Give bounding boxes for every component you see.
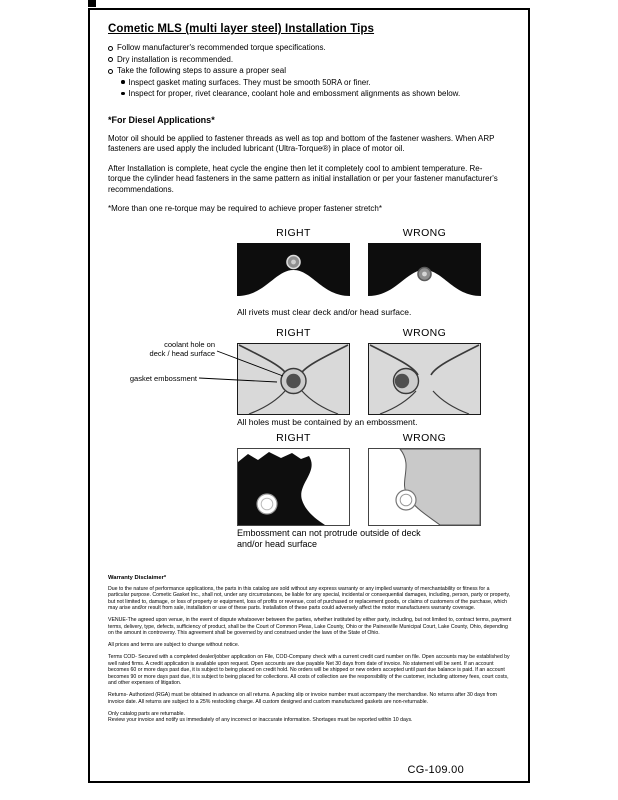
page-code: CG-109.00 <box>407 764 464 776</box>
diagram-images <box>237 243 481 305</box>
retorque-note: *More than one re-torque may be required to achieve proper fastener stretch* <box>108 204 382 213</box>
caption-line: Embossment can not protrude outside of deck <box>237 527 421 538</box>
page-content <box>90 10 528 724</box>
open-bullet-icon <box>108 46 113 51</box>
list-item <box>108 42 510 54</box>
wrong-label: WRONG <box>402 226 447 239</box>
warranty-paragraph: Due to the nature of performance applications, the parts in this catalog are sold without any express warranty or any implied warranty of merchantability or fitness for a particular purpose. Cometic Gasket Inc., shall not, under any circumstances, be liable for any special, incidental or consequential damages, including, person, party or property, but not limited to, damage, or loss of property or equipment, loss of profits or revenue, cost of purchased or replacement goods, or claims of customers of the purchase, which may arise and/or result from sale, installation or use of these parts. Installation of these parts could adversely affect the motor manufacturers warranty coverage. <box>108 585 511 611</box>
scan-artifact <box>88 0 96 7</box>
tip-text: Inspect for proper, rivet clearance, coolant hole and embossment alignments as shown below. <box>128 89 461 98</box>
embossment-wrong-diagram <box>368 343 481 415</box>
deck-hole <box>400 494 412 506</box>
open-bullet-icon <box>108 57 113 62</box>
open-bullet-icon <box>108 69 113 74</box>
filled-bullet-icon <box>121 92 125 96</box>
warranty-heading: Warranty Disclaimer* <box>108 574 167 581</box>
tips-list <box>107 42 510 100</box>
protrusion-caption <box>237 528 481 551</box>
list-item <box>121 88 510 100</box>
rivet-caption: All rivets must clear deck and/or head surface. <box>237 306 412 317</box>
diagram-images <box>237 343 481 415</box>
gasket-embossment-annotation: gasket embossment <box>129 373 197 383</box>
annotation-line: deck / head surface <box>149 349 215 358</box>
diagram-row-protrusion <box>237 432 481 551</box>
wrong-label: WRONG <box>402 326 447 339</box>
warranty-paragraph: VENUE-The agreed upon venue, in the event of dispute whatsoever between the parties, whether instituted by either party, including, but not limited to, contract terms, payment terms, delivery, type, defects, sufficiency of product, shall be the Court of Common Pleas, Lake County, Ohio or the Painesville Municipal Court, Lake County, Ohio, depending on the amount in controversy. This agreement shall be governed by and construed under the laws of the State of Ohio. <box>108 617 512 636</box>
diagram-row-inner <box>237 327 481 428</box>
coolant-hole-annotation <box>107 340 215 359</box>
diagram-section <box>107 227 510 551</box>
tip-text: Follow manufacturer's recommended torque specifications. <box>117 43 326 52</box>
list-item <box>121 77 510 89</box>
diesel-applications-heading: *For Diesel Applications* <box>108 114 215 125</box>
rivet-right-diagram <box>237 243 350 305</box>
warranty-paragraph: Review your invoice and notify us immediately of any incorrect or inaccurate information. Shortages must be reported within 10 days. <box>108 717 413 723</box>
warranty-paragraph: Only catalog parts are returnable. <box>108 710 185 717</box>
tip-text: Take the following steps to assure a proper seal <box>117 66 286 75</box>
diagram-row-embossment <box>107 327 510 428</box>
embossment-right-diagram <box>237 343 350 415</box>
warranty-paragraph: Returns- Authorized (RGA) must be obtained in advance on all returns. A packing slip or invoice number must accompany the merchandise. No returns after 30 days from invoice date. All returns are subject to a 25% restocking charge. All custom designed and custom manufactured gaskets are non-returnable. <box>108 692 497 705</box>
annotation-line: coolant hole on <box>164 339 215 349</box>
wrong-label: WRONG <box>402 431 447 444</box>
embossment-caption: All holes must be contained by an embossment. <box>237 416 418 427</box>
filled-bullet-icon <box>121 80 125 84</box>
list-item <box>108 65 510 77</box>
right-label: RIGHT <box>276 226 311 239</box>
right-label: RIGHT <box>276 431 311 444</box>
right-label: RIGHT <box>276 326 311 339</box>
diagram-labels <box>237 432 481 445</box>
tip-text: Inspect gasket mating surfaces. They must be smooth 50RA or finer. <box>128 77 371 87</box>
diagram-images <box>237 448 481 526</box>
diesel-paragraph-2: After Installation is complete, heat cycle the engine then let it completely cool to ambient temperature. Re-torque the cylinder head fasteners in the same pattern as initial installation or per your fastener manufacturer's recommendations. <box>108 163 498 194</box>
diagram-row-rivets <box>237 227 481 318</box>
warranty-disclaimer <box>108 575 512 724</box>
diesel-paragraph-1: Motor oil should be applied to fastener threads as well as top and bottom of the fastener washers. When ARP fasteners are used apply the included lubricant (Ultra-Torque®) in place of motor oil. <box>108 133 495 153</box>
warranty-paragraph: All prices and terms are subject to change without notice. <box>108 642 240 648</box>
coolant-hole <box>395 373 409 387</box>
diagram-labels <box>237 327 481 340</box>
protrusion-right-diagram <box>237 448 350 526</box>
tip-text: Dry installation is recommended. <box>117 54 234 64</box>
coolant-hole <box>286 373 300 387</box>
protrusion-wrong-diagram <box>368 448 481 526</box>
deck-hole <box>261 498 273 510</box>
list-item <box>108 54 510 66</box>
page-border-frame <box>88 8 530 783</box>
rivet-wrong-diagram <box>368 243 481 305</box>
diagram-labels <box>237 227 481 240</box>
document-title: Cometic MLS (multi layer steel) Installation Tips <box>108 23 375 35</box>
caption-line: and/or head surface <box>237 539 318 549</box>
warranty-paragraph: Terms COD- Secured with a completed dealer/jobber application on File, COD-Company check with a current credit card number on file. Open accounts may be established by well rated firms. A credit application is available upon request. Open accounts are due payable Net 30 days from date of invoice. No statement will be sent. If an account becomes 60 or more days past due, it is subject to being placed on credit hold. No orders will be shipped or new orders accepted until past due balance is paid. If an account becomes 90 or more days past due, it is subject to being placed for collections. All costs of collection are the responsibility of the customer, including attorney fees, court costs, and other expenses of litigation. <box>108 654 510 686</box>
